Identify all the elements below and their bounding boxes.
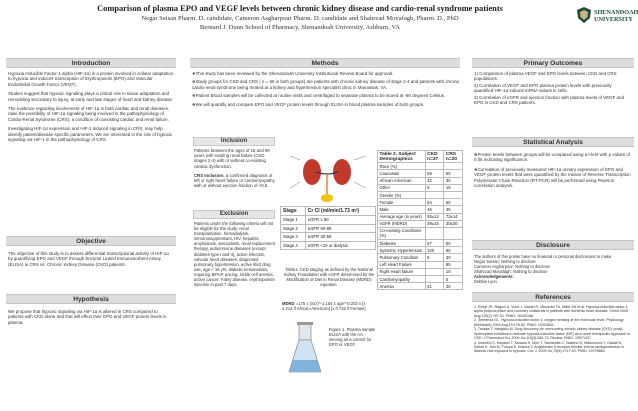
outcome-item: 2) Correlation of VEGF and EPO plasma protein levels with previously quantified HIF-1α subunit mRNA values in cells. bbox=[474, 82, 612, 94]
table-row: Stage 4 eGFR <15 or dialysis bbox=[281, 241, 376, 250]
value-cell: 65±12 bbox=[425, 213, 444, 220]
methods-body bbox=[192, 71, 462, 110]
introduction-body bbox=[8, 71, 174, 146]
hypothesis-heading: Hypothesis bbox=[6, 294, 176, 304]
value-cell: 32 bbox=[425, 177, 444, 184]
table-header-cell: Stage bbox=[281, 207, 306, 216]
acknowledgements-text: Debbie Lynn bbox=[474, 278, 497, 284]
methods-bullet: ❖ Study groups for CKD and CRS ( n = 60 in both groups) are patients with chronic kidney disease of stage 2-4 and patients with chronic cardio-renal syndrome being treated at a kidney and hypertension specialist clinic in Manassas, VA. bbox=[192, 79, 462, 90]
table-header-cell: Cr Cl (ml/min/1.73 m²) bbox=[305, 207, 375, 216]
table-row bbox=[378, 227, 463, 239]
value-cell: 54 bbox=[425, 199, 444, 206]
row-label-cell: Gender (%) bbox=[378, 191, 426, 198]
row-label-cell: Male bbox=[378, 206, 426, 213]
value-cell: 30 bbox=[444, 254, 463, 261]
table-row bbox=[378, 163, 463, 170]
mdrd-formula: MDRD =175 x (Scr)^-1.154 x age^-0.203 x [x 1.212 if African-American] [x 0.742 if Female] bbox=[282, 301, 366, 311]
value-cell bbox=[425, 227, 444, 239]
value-cell: 35 bbox=[444, 283, 463, 290]
poster-authors bbox=[40, 15, 560, 32]
value-cell: 15 bbox=[444, 184, 463, 191]
table-row bbox=[378, 276, 463, 283]
authors-line: Negar Seisan Pharm. D. candidate, Cameron Asgharpour Pharm. D. candidate and Shahrzad Movafagh, Pharm. D., PhD bbox=[141, 15, 459, 22]
table-header-row bbox=[378, 151, 463, 163]
table-row bbox=[378, 191, 463, 198]
table-row: Stage 3 eGFR 30-59 bbox=[281, 233, 376, 242]
value-cell: 46 bbox=[425, 206, 444, 213]
row-label-cell: Systemic Hypertension bbox=[378, 247, 426, 254]
value-cell bbox=[444, 191, 463, 198]
row-label-cell: Race (%) bbox=[378, 163, 426, 170]
references-heading: References bbox=[472, 292, 634, 302]
table-row bbox=[378, 206, 463, 213]
table-row bbox=[378, 170, 463, 177]
demographics-table-body bbox=[378, 163, 463, 290]
value-cell: 57 bbox=[425, 240, 444, 247]
methods-bullet: ❖ We will quantify and compare EPO and VEGF protein levels through ELISA in blood plasma samples of both groups. bbox=[192, 102, 462, 107]
table-row bbox=[378, 254, 463, 261]
introduction-paragraph: Hypoxia Inducible Factor-1 alpha (HIF-1α) is a protein involved in cellular adaptation to hypoxia and induces transcription of Erythropoietin (EPO) and Vascular Endothelial Growth Factor (VEGF). bbox=[8, 71, 174, 87]
table-row bbox=[378, 268, 463, 275]
table-row bbox=[378, 240, 463, 247]
row-label-cell: eGFR (MDRD) bbox=[378, 220, 426, 227]
table-row bbox=[378, 220, 463, 227]
value-cell bbox=[444, 227, 463, 239]
table-row: Stage 2 eGFR 60-89 bbox=[281, 224, 376, 233]
value-cell: 39±15 bbox=[425, 220, 444, 227]
statistical-analysis-body bbox=[474, 152, 632, 192]
row-label-cell: Pulmonary Condition bbox=[378, 254, 426, 261]
objective-body bbox=[8, 251, 174, 271]
value-cell bbox=[425, 191, 444, 198]
value-cell bbox=[444, 163, 463, 170]
affiliation-line: Bernard J. Dunn School of Pharmacy, Shenandoah University, Ashburn, VA bbox=[199, 23, 401, 31]
table-row bbox=[378, 199, 463, 206]
disclosure-line: Shahrzad Movafagh: Nothing to disclose bbox=[474, 268, 548, 274]
outcome-item: 3) Correlation of eGFR and ejection fraction with plasma levels of VEGF and EPO in CKD and CRS patients. bbox=[474, 94, 624, 106]
objective-paragraph: The objective of this study is to assess differential transcriptional activity of HIF-1α by quantifying EPO and VEGF through Enzyme Linked Immunosorbent Assay (ELISA) in CRS vs. Chronic Kidney Disease (CKD) patients. bbox=[8, 251, 169, 267]
value-cell: 100 bbox=[425, 247, 444, 254]
value-cell: 55 bbox=[444, 199, 463, 206]
value-cell: 45 bbox=[444, 206, 463, 213]
row-label-cell: Female bbox=[378, 199, 426, 206]
university-logo bbox=[575, 6, 638, 36]
row-label-cell: Left Heart Failure bbox=[378, 261, 426, 268]
shield-icon bbox=[575, 6, 593, 24]
table-header-cell: CKD n=37 bbox=[425, 151, 444, 163]
reference-item: 1. Reeyi JR, Raguni A, Vouri J, Naesh R, Memedsi TA, Miller JM et al. Hypoxia-inducible factor-1 alpha polymorphism and coronary collaterals in patients with ischemic heart disease. Chest 2005 Aug;128(2):787-91. PMID: 16100168. bbox=[474, 305, 629, 318]
row-label-cell: Caucasian bbox=[378, 170, 426, 177]
row-label-cell: Right Heart failure bbox=[378, 268, 426, 275]
row-label-cell: Co-existing Conditions (%) bbox=[378, 227, 426, 239]
poster-header bbox=[0, 0, 638, 46]
row-label-cell: Anemia bbox=[378, 283, 426, 290]
value-cell: 73±14 bbox=[444, 213, 463, 220]
inclusion-paragraph: CRS Inclusion: a confirmed diagnosis of left or right heart failure or cardiomyopathy with or without ejection fraction of <0.5. bbox=[194, 172, 275, 189]
value-cell: 59 bbox=[425, 170, 444, 177]
table-row bbox=[378, 213, 463, 220]
ckd-stage-table bbox=[280, 206, 376, 250]
value-cell: 85 bbox=[444, 261, 463, 268]
row-label-cell: Cardiomyopathy bbox=[378, 276, 426, 283]
value-cell: 85 bbox=[444, 247, 463, 254]
acknowledgements-label: Acknowledgements: bbox=[474, 273, 514, 279]
demographics-table bbox=[377, 150, 463, 290]
references-body bbox=[474, 305, 632, 354]
inclusion-heading: Inclusion bbox=[193, 137, 275, 146]
disclosure-body bbox=[474, 255, 632, 284]
value-cell bbox=[425, 163, 444, 170]
disclosure-line: Cameron Asgharpour: Nothing to disclose bbox=[474, 263, 550, 269]
value-cell: 5 bbox=[444, 276, 463, 283]
table-header-cell: Table 2. Subject Demographics bbox=[378, 151, 426, 163]
introduction-paragraph: The evidence regarding involvement of HIF-1α in both cardiac and renal diseases, raise the possibility of HIF-1α signaling being involved in the pathophysiology of Cardio-Renal Syndrome (CRS), a condition of coexisting cardiac and renal failure. bbox=[8, 106, 170, 122]
disclosure-heading: Disclosure bbox=[472, 240, 634, 250]
table-row bbox=[378, 184, 463, 191]
statistical-bullet: ❖ Protein levels between groups will be compared using a t-test with p values of 0.05 indicating significance. bbox=[474, 152, 632, 163]
disclosure-line: Negar Seisan: Nothing to disclose bbox=[474, 258, 536, 264]
methods-heading: Methods bbox=[190, 58, 460, 68]
disclosure-paragraph: The authors of this poster have no financial or personal disclosures to make. bbox=[474, 254, 613, 259]
value-cell: 5 bbox=[425, 254, 444, 261]
reference-item: 3. Tanaka T, Nangaku M. Drug discovery for overcoming chronic kidney disease (CKD): prolyl-hydroxylase inhibitors to activate hypoxia-inducible factor (HIF) as a novel therapeutic approach in CKD. J Pharmacol Sci. 2009 Jul;110(3):266-73. Review. PMID: 19571437. bbox=[474, 327, 630, 341]
statistical-bullet: ❖ Correlation of previously measured HIF-1α urinary expression of EPO and VEGF protein levels that were quantified by the means of Reverse Transcription Polymerase Chain Reaction (RT-PCR) will be performed using Pearson correlation analysis. bbox=[474, 167, 632, 189]
hypothesis-paragraph: We propose that hypoxic signaling via HIF-1α is altered in CRS compared to patients with CKD alone and that will effect their EPO and VEGF protein levels in plasma. bbox=[8, 309, 167, 325]
methods-bullet: ❖ This study has been reviewed by the Shenandoah University Institutional Review Board for approval. bbox=[192, 71, 462, 76]
table-row bbox=[378, 283, 463, 290]
reference-item: 4. Imanishi S, Hayashi T, Tazawa H, Mori T, Yamashita C, Nakano D, Matsumura Y, Okada N, Saitoh K, Itoh M, Furuya E, Kitaura Y. Angiotensin II receptor blocker exerts cardioprotection in diabetic rats exposed to hypoxia. Circ J. 2009 Jul;73(9):1747-53. PMID: 19729864. bbox=[474, 340, 624, 354]
exclusion-paragraph: Patients under the following criteria will not be eligible for the study: renal transplantation, hemodialysis, immunosuppressant, HIV, hepatitis, amyloidosis, sarcoidosis, renal replacement therapy, autoimmune diseases (except diabetes type I and II), active infection, valvular heart diseases, diagnosed pulmonary hypertension, active illicit drug use, age < 18 yrs, diabetic ketoacidosis, requiring BiPAP, pacing, sickle cell anemia, active cancer, Fabry disease, erythropoietin injection in past 7 days. bbox=[194, 221, 275, 288]
statistical-analysis-heading: Statistical Analysis bbox=[472, 137, 634, 147]
table-row bbox=[378, 247, 463, 254]
elisa-plate-figure bbox=[285, 322, 325, 377]
row-label-cell: Other bbox=[378, 184, 426, 191]
value-cell: 41 bbox=[425, 283, 444, 290]
value-cell bbox=[425, 268, 444, 275]
row-label-cell: Average age (in years) bbox=[378, 213, 426, 220]
introduction-paragraph: Investigating HIF-1α expression and HIF-1 induced signaling in CRS, may help identify patient/disease specific parameters. We are interested in the role of hypoxic signaling via HIF-1 in the pathophysiology of CRS. bbox=[8, 126, 173, 143]
row-label-cell: African-American bbox=[378, 177, 426, 184]
introduction-heading: Introduction bbox=[6, 58, 176, 68]
table-header-cell: CRS n=20 bbox=[444, 151, 463, 163]
table1-caption: Table1. CKD staging as defined by the National Kidney Foundation with eGFR determined by the Modification of Diet in Renal Disease (MDRD) equation. bbox=[283, 267, 375, 287]
value-cell bbox=[425, 261, 444, 268]
figure1-caption: Figure 1. Plasma sample ELISA with the AA serving as a control for EPO or VEGF. bbox=[329, 327, 376, 347]
outcome-item: 1) Comparison of plasma VEGF and EPO levels between CKD and CRS populations. bbox=[474, 71, 617, 82]
poster-title: Comparison of plasma EPO and VEGF levels between chronic kidney disease and cardio-renal syndrome patients bbox=[97, 4, 503, 13]
value-cell: 10 bbox=[444, 268, 463, 275]
primary-outcomes-body bbox=[474, 71, 632, 106]
table-row bbox=[378, 261, 463, 268]
value-cell: 30 bbox=[444, 177, 463, 184]
value-cell: 9 bbox=[425, 184, 444, 191]
row-label-cell: Diabetes bbox=[378, 240, 426, 247]
table-row bbox=[378, 177, 463, 184]
table-header-row bbox=[281, 207, 376, 216]
kidney-diagram bbox=[282, 150, 374, 204]
inclusion-paragraph: Patients between the ages of 18 and 90 years with existing renal failure (CKD stages 2-4) with or without co-existing cardiac dysfunction. bbox=[194, 148, 270, 169]
introduction-paragraph: Studies suggest that hypoxic signaling plays a critical role in tissue adaptation and remodeling secondary to injury, at early and late stages of heart and kidney disease. bbox=[8, 91, 174, 102]
exclusion-heading: Exclusion bbox=[193, 210, 275, 219]
value-cell: 55 bbox=[444, 170, 463, 177]
value-cell: 50 bbox=[444, 240, 463, 247]
reference-item: 2. Semenza GL. Hypoxia-inducible factor 1: oxygen sensing at the molecular level. Physiology (Bethesda) 2004 Aug;19:176-82. PMID: 15304631. bbox=[474, 318, 624, 327]
logo-wordmark: SHENANDOAH UNIVERSITY bbox=[594, 9, 638, 23]
primary-outcomes-heading: Primary Outcomes bbox=[472, 58, 634, 68]
value-cell: 30±20 bbox=[444, 220, 463, 227]
value-cell bbox=[425, 276, 444, 283]
inclusion-body bbox=[194, 148, 276, 192]
objective-heading: Objective bbox=[6, 236, 176, 246]
methods-bullet: ❖ Patient Blood samples will be collected at routine visits and centrifuged to separate plasma to be stored at -80 degrees Celsius. bbox=[192, 93, 462, 98]
table-row: Stage 1 eGFR ≥ 90 bbox=[281, 216, 376, 225]
exclusion-body bbox=[194, 221, 276, 291]
hypothesis-body bbox=[8, 309, 174, 329]
